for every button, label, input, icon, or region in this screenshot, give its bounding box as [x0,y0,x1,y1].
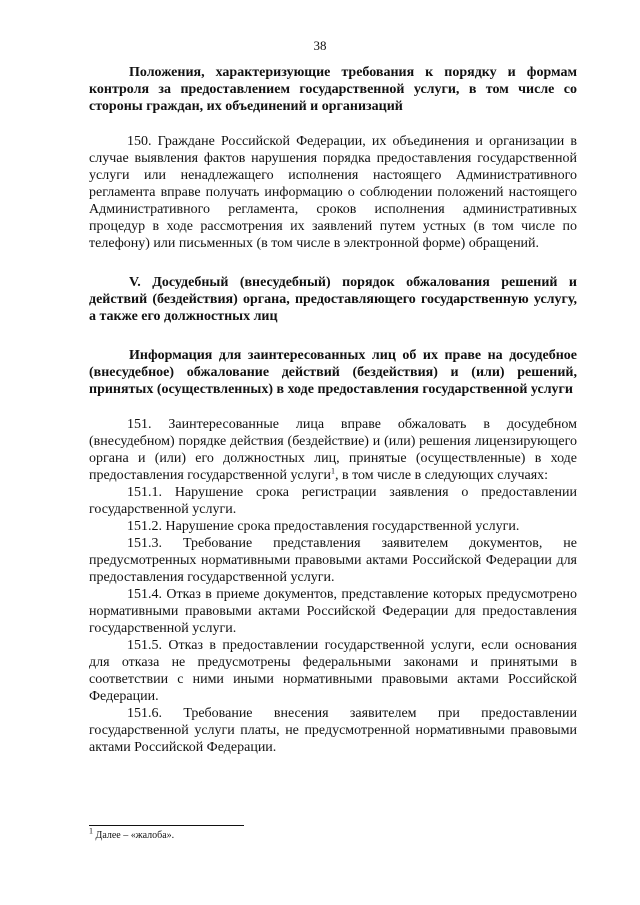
subsection-heading-info: Информация для заинтересованных лиц об их праве на досудебное (внесудебное) обжалование действий (бездействия) и (или) решений, принятых (осуществленных) в ходе предоставления государственной услуги [89,348,577,397]
paragraph-151-1: 151.1. Нарушение срока регистрации заявления о предоставлении государственной услуги. [89,485,577,517]
footnote-mark: 1 [89,826,93,836]
paragraph-151-3: 151.3. Требование представления заявителем документов, не предусмотренных нормативными правовыми актами Российской Федерации для предоставления государственной услуги. [89,536,577,585]
footnote [89,826,175,842]
footnote-reference[interactable]: 1 [330,466,335,476]
footnote-text: Далее – «жалоба». [93,830,175,841]
footnote-separator [89,825,244,826]
page-content [89,64,577,756]
paragraph-151 [89,416,577,484]
page-number: 38 [313,38,327,53]
section-heading-control: Положения, характеризующие требования к порядку и формам контроля за предоставлением государственной услуги, в том числе со стороны граждан, их объединений и организаций [89,65,577,114]
section-heading-v: V. Досудебный (внесудебный) порядок обжалования решений и действий (бездействия) органа, предоставляющего государственную услугу, а также его должностных лиц [89,275,577,324]
paragraph-151-5: 151.5. Отказ в предоставлении государственной услуги, если основания для отказа не предусмотрены федеральными законами и принятыми в соответствии с ними иными нормативными правовыми актами Российской Федерации. [89,638,577,704]
paragraph-151-text: 151. Заинтересованные лица вправе обжаловать в досудебном (внесудебном) порядке действия (бездействие) и (или) решения лицензирующего органа и (или) его должностных лиц, принятые (осуществленные) в ходе предоставления государственной услуги [89,417,577,483]
paragraph-151-tail: , в том числе в следующих случаях: [334,468,549,483]
paragraph-151-4: 151.4. Отказ в приеме документов, представление которых предусмотрено нормативными правовыми актами Российской Федерации для предоставления государственной услуги. [89,587,577,636]
paragraph-151-2: 151.2. Нарушение срока предоставления государственной услуги. [127,519,520,534]
paragraph-151-6: 151.6. Требование внесения заявителем при предоставлении государственной услуги платы, не предусмотренной нормативными правовыми актами Российской Федерации. [89,706,577,755]
paragraph-150: 150. Граждане Российской Федерации, их объединения и организации в случае выявления фактов нарушения порядка предоставления государственной услуги или ненадлежащего исполнения настоящего Административного регламента вправе получать информацию о соблюдении положений настоящего Административного регламента, сроков исполнения административных процедур в ходе рассмотрения их заявлений путем устных (в том числе по телефону) или письменных (в том числе в электронной форме) обращений. [89,134,577,251]
